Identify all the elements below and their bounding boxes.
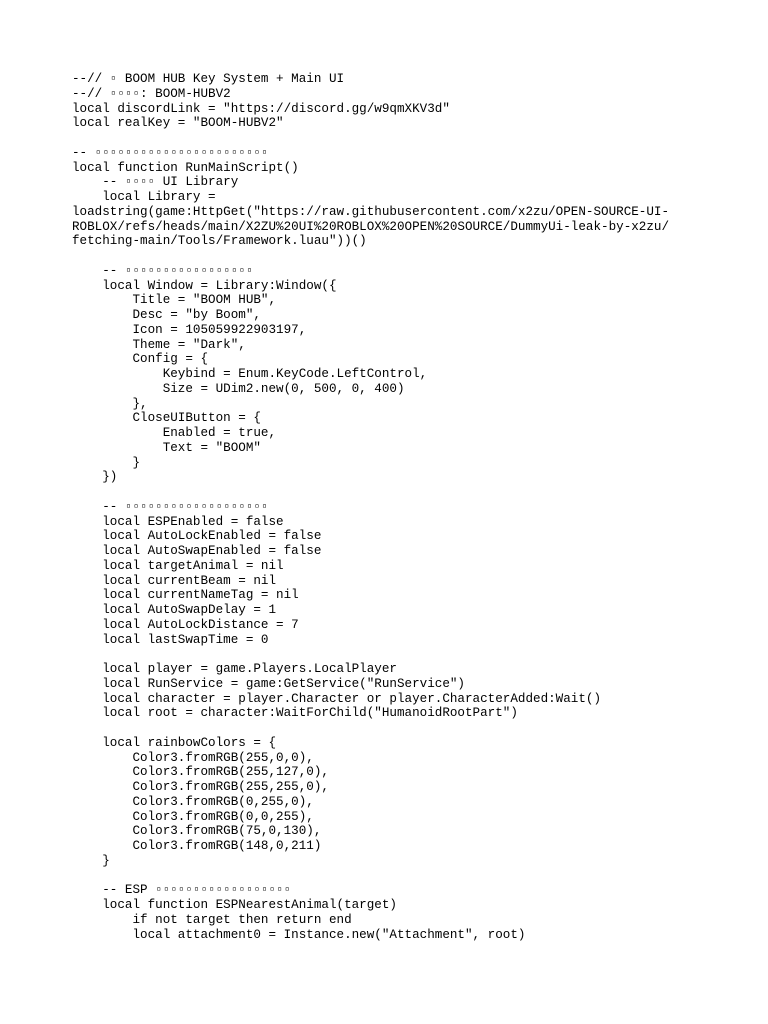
code-line: local realKey = "BOOM-HUBV2" (72, 116, 284, 131)
code-line (72, 249, 752, 264)
code-line: -- ▫▫▫▫ UI Library (72, 175, 239, 190)
code-line (72, 869, 752, 884)
code-line: } (72, 455, 141, 470)
code-line: local rainbowColors = { (72, 735, 277, 750)
code-line: local AutoLockDistance = 7 (72, 617, 299, 632)
code-line (72, 485, 752, 500)
code-line: Theme = "Dark", (72, 337, 246, 352)
code-line: CloseUIButton = { (72, 411, 261, 426)
code-line: local Window = Library:Window({ (72, 278, 337, 293)
code-line: }, (72, 396, 148, 411)
code-line (72, 721, 752, 736)
code-line (72, 131, 752, 146)
document-page (72, 72, 752, 942)
code-line: Color3.fromRGB(0,0,255), (72, 809, 314, 824)
code-line: local ESPEnabled = false (72, 514, 284, 529)
code-line: local targetAnimal = nil (72, 558, 284, 573)
code-line: } (72, 853, 110, 868)
code-line: Color3.fromRGB(255,255,0), (72, 780, 329, 794)
code-block (72, 72, 752, 942)
code-line: local currentBeam = nil (72, 573, 277, 588)
code-line: if not target then return end (72, 912, 352, 927)
code-line: local lastSwapTime = 0 (72, 632, 269, 647)
code-line: -- ▫▫▫▫▫▫▫▫▫▫▫▫▫▫▫▫▫▫▫▫▫▫▫ (72, 145, 269, 160)
code-line: Color3.fromRGB(255,0,0), (72, 750, 314, 765)
code-line: local AutoLockEnabled = false (72, 529, 322, 544)
code-line: local function RunMainScript() (72, 160, 299, 175)
code-line: local Library = (72, 190, 216, 204)
code-line: Color3.fromRGB(75,0,130), (72, 824, 322, 839)
code-line: local AutoSwapEnabled = false (72, 544, 322, 558)
code-line: Enabled = true, (72, 426, 277, 440)
code-line: ROBLOX/refs/heads/main/X2ZU%20UI%20ROBLOX%20OPEN%20SOURCE/DummyUi-leak-by-x2zu/ (72, 219, 670, 234)
code-line: fetching-main/Tools/Framework.luau"))() (72, 234, 367, 249)
code-line: Keybind = Enum.KeyCode.LeftControl, (72, 367, 428, 381)
code-line: --// ▫ BOOM HUB Key System + Main UI (72, 72, 345, 86)
code-line: local character = player.Character or player.CharacterAdded:Wait() (72, 691, 602, 706)
code-line: loadstring(game:HttpGet("https://raw.githubusercontent.com/x2zu/OPEN-SOURCE-UI- (72, 204, 670, 219)
code-line: local RunService = game:GetService("RunService") (72, 676, 465, 691)
code-line: Text = "BOOM" (72, 440, 261, 455)
code-line: Color3.fromRGB(255,127,0), (72, 765, 329, 780)
code-line: -- ▫▫▫▫▫▫▫▫▫▫▫▫▫▫▫▫▫ (72, 263, 254, 278)
code-line: Title = "BOOM HUB", (72, 293, 277, 308)
code-line: -- ESP ▫▫▫▫▫▫▫▫▫▫▫▫▫▫▫▫▫▫ (72, 883, 292, 898)
code-line: Color3.fromRGB(0,255,0), (72, 794, 314, 809)
code-line (72, 647, 752, 662)
code-line: local root = character:WaitForChild("HumanoidRootPart") (72, 706, 518, 721)
code-line: Config = { (72, 352, 209, 367)
code-line: local currentNameTag = nil (72, 588, 299, 603)
code-line: local player = game.Players.LocalPlayer (72, 662, 397, 676)
code-line: }) (72, 470, 118, 485)
code-line: Size = UDim2.new(0, 500, 0, 400) (72, 381, 405, 396)
code-line: Color3.fromRGB(148,0,211) (72, 839, 322, 853)
code-line: -- ▫▫▫▫▫▫▫▫▫▫▫▫▫▫▫▫▫▫▫ (72, 499, 269, 514)
code-line: local AutoSwapDelay = 1 (72, 603, 277, 617)
code-line: local discordLink = "https://discord.gg/w9qmXKV3d" (72, 101, 450, 116)
code-line: --// ▫▫▫▫: BOOM-HUBV2 (72, 86, 231, 101)
code-line: Desc = "by Boom", (72, 308, 261, 322)
code-line: local attachment0 = Instance.new("Attachment", root) (72, 927, 526, 942)
code-line: Icon = 105059922903197, (72, 322, 307, 337)
code-line: local function ESPNearestAnimal(target) (72, 898, 397, 912)
